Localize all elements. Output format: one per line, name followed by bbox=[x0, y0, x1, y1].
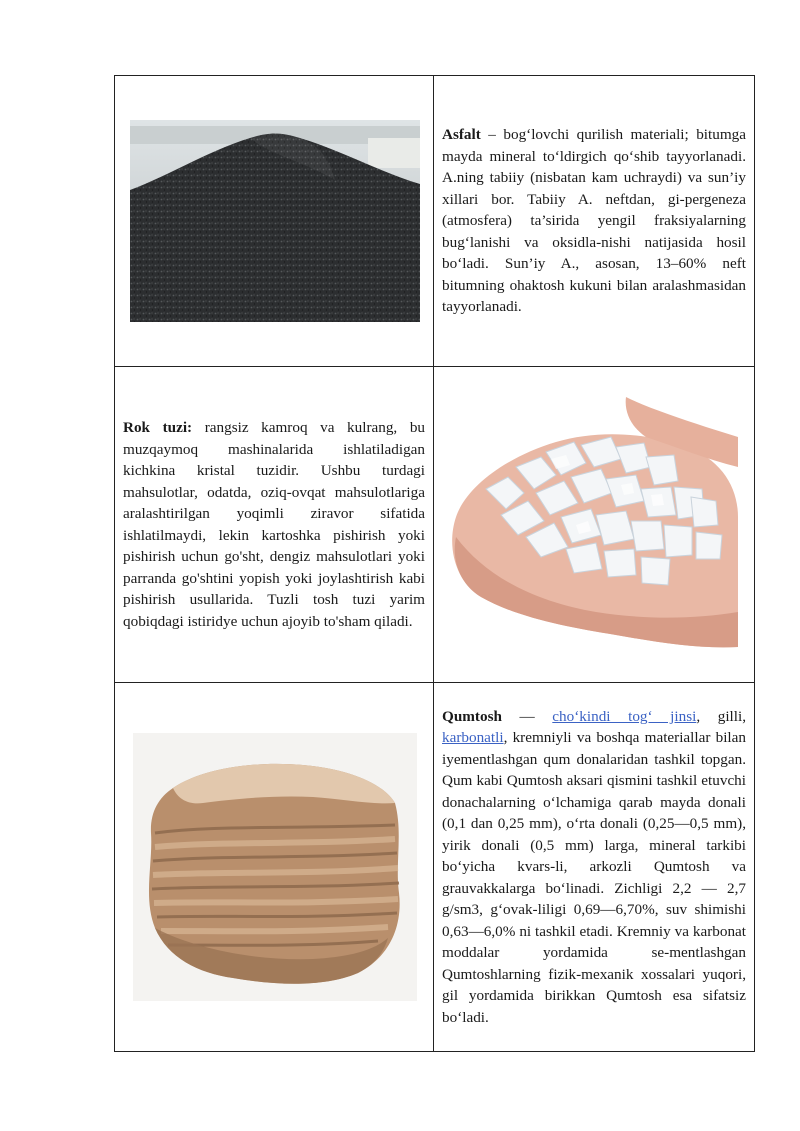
text-cell-qumtosh bbox=[434, 683, 755, 1052]
text-cell-asfalt bbox=[434, 76, 755, 367]
separator: , gilli, bbox=[696, 707, 746, 725]
image-cell-qumtosh bbox=[115, 683, 434, 1052]
link-karbonatli[interactable]: karbonatli bbox=[442, 729, 504, 747]
asphalt-pile-image bbox=[130, 120, 420, 322]
image-cell-rok-tuzi bbox=[434, 367, 755, 683]
sandstone-rock-image bbox=[133, 733, 417, 1001]
rok-tuzi-paragraph bbox=[115, 417, 433, 632]
image-cell-asfalt bbox=[115, 76, 434, 367]
rok-tuzi-description: rangsiz kamroq va kulrang, bu muzqaymoq mashinalarida ishlatiladigan kichkina kristal tuzidir. Ushbu turdagi mahsulotlar, odatda, oziq-ovqat mahsulotlariga aralashtirilgan yoqimli ziravor sifatida ishlatilmaydi, lekin kartoshka pishirish yoki pishirish uchun go'sht, dengiz mahsulotlari yoki parranda go'shtini yopish yoki joylashtirish kabi pishirish usullarida. Tuzli tosh tuzi yarim qobiqdagi istiridye uchun ajoyib to'sham qiladi. bbox=[123, 419, 426, 630]
dash: – bbox=[480, 126, 504, 144]
asfalt-description: bog‘lovchi qurilish materiali; bitumga mayda mineral to‘ldirgich qo‘shib tayyorlanadi. A.ning tabiiy (nisbatan kam uchraydi) va sun’iy xillari bor. Tabiiy A. neftdan, gi-pergeneza (atmosfera) ta’sirida yengil fraksiyalarning bug‘lanishi va oksidla-nishi natijasida hosil bo‘ladi. Sun’iy A., asosan, 13–60% neft bitumning ohaktosh kukuni bilan aralashmasidan tayyorlanadi. bbox=[442, 126, 746, 316]
term-asfalt: Asfalt bbox=[442, 126, 481, 144]
rock-salt-hand-image bbox=[446, 397, 742, 655]
link-chokindi-tog-jinsi[interactable]: cho‘kindi tog‘ jinsi bbox=[552, 707, 697, 725]
table-row-qumtosh bbox=[115, 683, 755, 1052]
qumtosh-description: , kremniyli va boshqa materiallar bilan iyementlashgan qum donalaridan tashkil topgan. Qum kabi Qumtosh aksari qismini tashkil etuvchi donachalarning o‘lchamiga qarab mayda donali (0,1 dan 0,25 mm), o‘rta donali (0,25—0,5 mm), yirik donali (0,5 mm) larga, mineral tarkibi bo‘yicha kvars-li, arkozli Qumtosh va grauvakkalarga bo‘linadi. Zichligi 2,2 — 2,7 g/sm3, g‘ovak-liligi 0,69—6,70%, suv shimishi 0,63—6,0% ni tashkil etadi. Kremniy va karbonat moddalar yordamida se-mentlashgan Qumtoshlarning fizik-mexanik xossalari yuqori, gil yordamida birikkan Qumtosh esa sifatsiz bo‘ladi. bbox=[442, 729, 746, 1026]
table-row-asfalt bbox=[115, 76, 755, 367]
materials-table bbox=[114, 75, 755, 1052]
term-rok-tuzi: Rok tuzi: bbox=[123, 419, 193, 436]
qumtosh-paragraph bbox=[434, 706, 754, 1029]
text-cell-rok-tuzi bbox=[115, 367, 434, 683]
asfalt-paragraph bbox=[434, 124, 754, 318]
term-qumtosh: Qumtosh bbox=[442, 707, 502, 725]
dash: — bbox=[501, 707, 553, 725]
table-row-rok-tuzi bbox=[115, 367, 755, 683]
